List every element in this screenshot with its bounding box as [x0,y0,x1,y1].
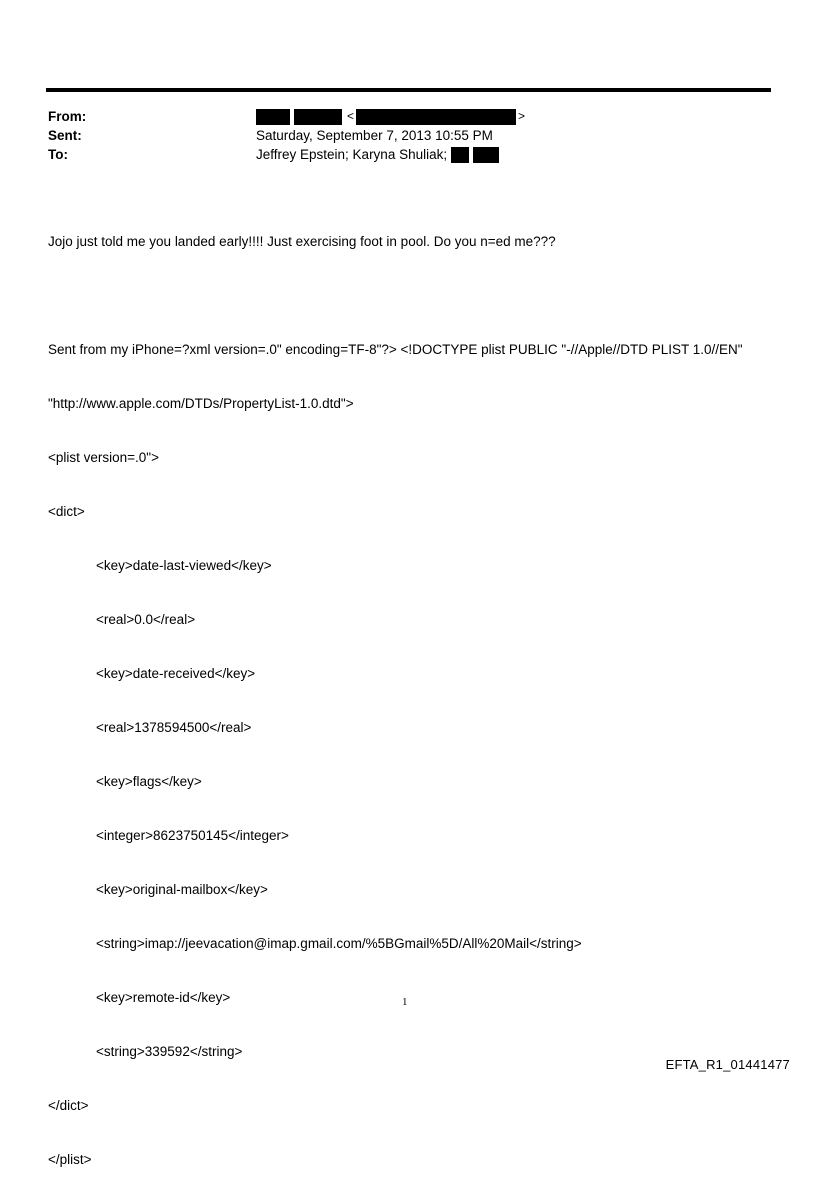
body-line: <dict> [48,504,85,519]
dict-line: <key>original-mailbox</key> [96,882,268,897]
dict-line: <real>0.0</real> [96,612,196,627]
body-line: Sent from my iPhone=?xml version=.0" encoding=TF-8"?> <!DOCTYPE plist PUBLIC "-//Apple//DTD PLIST 1.0//EN" [48,342,743,357]
closing-line: </plist> [48,1152,92,1167]
body-line: "http://www.apple.com/DTDs/PropertyList-1.0.dtd"> [48,396,354,411]
closing-line: </dict> [48,1098,89,1113]
email-header [48,107,748,164]
from-row [48,107,748,126]
from-open-bracket: < [347,109,355,123]
to-recipients: Jeffrey Epstein; Karyna Shuliak; [256,147,448,162]
redaction-box [356,109,516,125]
from-close-bracket: > [518,109,526,123]
redaction-box [473,147,499,163]
to-label: To: [48,147,68,162]
to-row [48,145,748,164]
body-line: <plist version=.0"> [48,450,159,465]
dict-line: <string>339592</string> [96,1044,243,1059]
message-text: Jojo just told me you landed early!!!! Just exercising foot in pool. Do you n=ed me??? [48,234,556,249]
dict-line: <key>date-received</key> [96,666,256,681]
header-rule [46,88,771,92]
redaction-box [294,109,342,125]
bates-number: EFTA_R1_01441477 [665,1057,790,1072]
dict-line: <key>remote-id</key> [96,990,231,1005]
to-value [256,145,499,164]
dict-line: <real>1378594500</real> [96,720,252,735]
sent-row [48,126,748,145]
sent-label: Sent: [48,128,82,143]
dict-line: <key>date-last-viewed</key> [96,558,272,573]
redaction-box [256,109,290,125]
email-body [48,197,778,1187]
dict-line: <key>flags</key> [96,774,202,789]
blank-line [48,287,778,305]
page-number: 1 [402,996,408,1008]
dict-line: <integer>8623750145</integer> [96,828,289,843]
dict-line: <string>imap://jeevacation@imap.gmail.com/%5BGmail%5D/All%20Mail</string> [96,936,582,951]
redaction-box [451,147,469,163]
from-value [256,107,525,126]
from-label: From: [48,109,87,124]
sent-value: Saturday, September 7, 2013 10:55 PM [256,128,493,143]
